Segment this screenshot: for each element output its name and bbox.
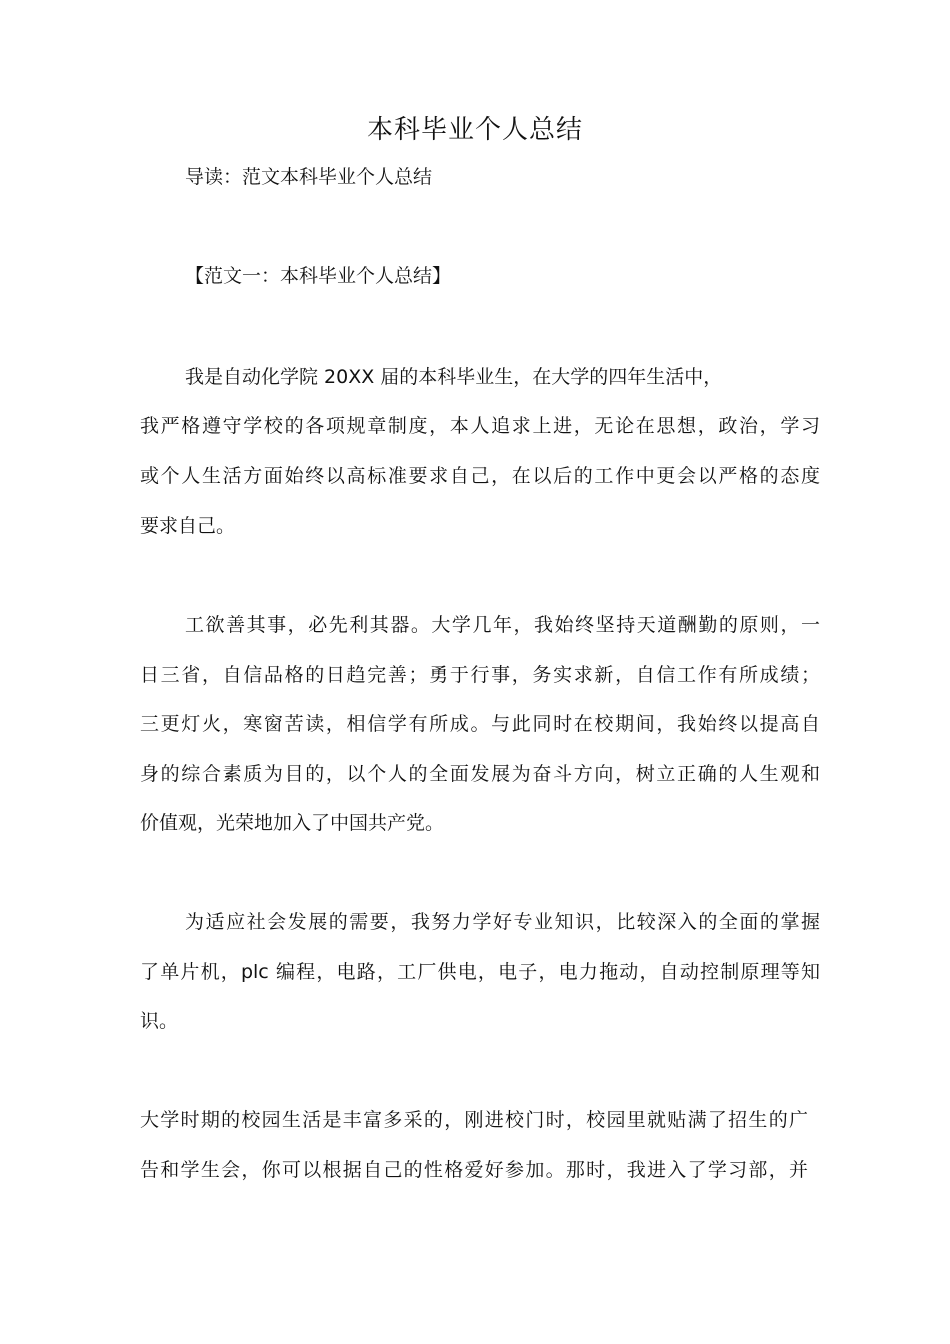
paragraph-line: 了单片机，plc 编程，电路，工厂供电，电子，电力拖动，自动控制原理等知 [140, 961, 820, 983]
paragraph-line: 价值观，光荣地加入了中国共产党。 [140, 812, 445, 834]
paragraph-line: 要求自己。 [140, 515, 236, 537]
paragraph-line: 告和学生会，你可以根据自己的性格爱好参加。那时，我进入了学习部，并 [140, 1159, 808, 1181]
section-heading: 【范文一：本科毕业个人总结】 [185, 265, 452, 287]
paragraph-line: 工欲善其事，必先利其器。大学几年，我始终坚持天道酬勤的原则，一 [185, 614, 820, 636]
paragraph-line: 我严格遵守学校的各项规章制度，本人追求上进，无论在思想，政治，学习 [140, 415, 820, 437]
paragraph-line: 大学时期的校园生活是丰富多采的，刚进校门时，校园里就贴满了招生的广 [140, 1109, 808, 1131]
paragraph-line: 或个人生活方面始终以高标准要求自己，在以后的工作中更会以严格的态度 [140, 465, 820, 487]
document-title: 本科毕业个人总结 [366, 115, 583, 145]
paragraph-line: 日三省，自信品格的日趋完善；勇于行事，务实求新，自信工作有所成绩； [140, 664, 820, 686]
paragraph-line: 为适应社会发展的需要，我努力学好专业知识，比较深入的全面的掌握 [185, 911, 820, 933]
paragraph-line: 识。 [140, 1010, 179, 1032]
paragraph-line: 身的综合素质为目的，以个人的全面发展为奋斗方向，树立正确的人生观和 [140, 763, 820, 785]
paragraph-line: 我是自动化学院 20XX 届的本科毕业生，在大学的四年生活中， [185, 366, 723, 388]
paragraph-line: 三更灯火，寒窗苦读，相信学有所成。与此同时在校期间，我始终以提高自 [140, 713, 820, 735]
intro-text: 导读：范文本科毕业个人总结 [185, 166, 433, 188]
